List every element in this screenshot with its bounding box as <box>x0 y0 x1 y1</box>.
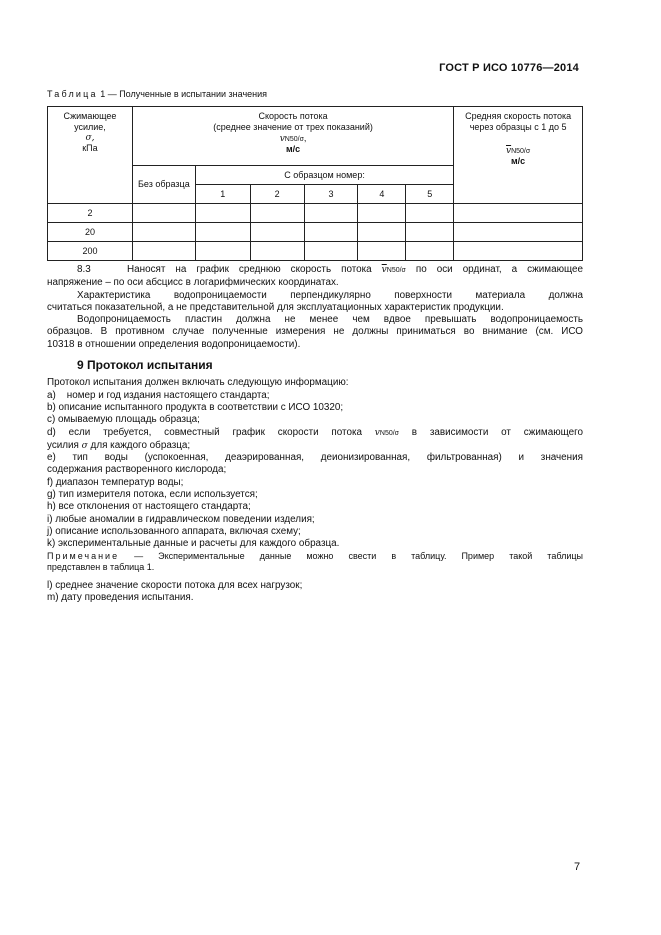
table-caption-label: Таблица <box>47 89 98 99</box>
header-speed-line1: Скорость потока <box>258 111 328 121</box>
paragraph-plates: Водопроницаемость пластин должна не менее чем вдвое превышать водопроницаемость <box>77 314 583 326</box>
table-cell <box>454 242 583 261</box>
table-cell <box>358 223 406 242</box>
header-force-symbol: σ, <box>85 132 95 143</box>
header-average-line2: через образцы с 1 до 5 <box>469 121 567 132</box>
header-average-line1: Средняя скорость потока <box>465 111 572 121</box>
table-row <box>48 204 583 223</box>
list-item-m: m) дату проведения испытания. <box>47 591 194 603</box>
table-cell <box>304 204 358 223</box>
table-cell <box>304 223 358 242</box>
paragraph-plates-cont: образцов. В противном случае полученные измерения не должны приниматься во внимание (см. ИСО <box>47 326 583 338</box>
table-cell <box>358 204 406 223</box>
table-cell <box>304 242 358 261</box>
table-row <box>48 223 583 242</box>
header-force-line2: усилие, <box>74 121 106 132</box>
header-speed-symbol: vN50/σ, <box>279 132 307 144</box>
paragraph-plates-end: 10318 в отношении определения водопроницаемости). <box>47 338 301 350</box>
header-sample-2: 2 <box>250 185 304 204</box>
table-cell <box>195 204 250 223</box>
list-item-f: f) диапазон температур воды; <box>47 476 184 488</box>
list-item-k: k) экспериментальные данные и расчеты для каждого образца. <box>47 538 340 550</box>
header-with-sample: С образцом номер: <box>195 166 453 185</box>
list-item-g: g) тип измерителя потока, если используется; <box>47 489 258 501</box>
table-cell <box>406 204 454 223</box>
header-average <box>454 107 583 204</box>
document-code: ГОСТ Р ИСО 10776—2014 <box>439 62 579 74</box>
list-item-l: l) среднее значение скорости потока для всех нагрузок; <box>47 579 303 591</box>
header-sample-4: 4 <box>358 185 406 204</box>
table-cell <box>406 242 454 261</box>
header-speed-unit: м/с <box>285 144 301 155</box>
list-item-c: c) омываемую площадь образца; <box>47 414 200 426</box>
table-caption <box>47 89 267 99</box>
document-body <box>47 264 583 604</box>
table-cell <box>358 242 406 261</box>
header-average-symbol: $\overline{v}N50/\sigma$ <box>506 145 531 156</box>
list-item-e-cont: содержания растворенного кислорода; <box>47 464 227 476</box>
list-item-e: e) тип воды (успокоенная, деаэрированная, деионизированная, фильтрованная) и значения <box>47 452 583 464</box>
list-item-d-cont: усилия σ для каждого образца; <box>47 439 191 451</box>
table-cell <box>195 242 250 261</box>
table-cell <box>250 242 304 261</box>
list-item-h: h) все отклонения от настоящего стандарта; <box>47 501 251 513</box>
paragraph-8-3: 8.3 Наносят на график среднюю скорость потока $\overline{v}N50/\sigma$ по оси ординат, а сжимающее <box>77 264 583 275</box>
list-item-d: d) если требуется, совместный график скорости потока vN50/σ в зависимости от сжимающего <box>47 426 583 438</box>
page-number: 7 <box>574 861 581 873</box>
row-force-value: 200 <box>48 242 133 261</box>
table-cell <box>132 204 195 223</box>
table-cell <box>132 223 195 242</box>
table-cell <box>250 223 304 242</box>
paragraph-8-3-cont: напряжение – по оси абсцисс в логарифмических координатах. <box>47 277 339 289</box>
note-cont: представлен в таблица 1. <box>47 562 155 573</box>
list-item-b: b) описание испытанного продукта в соответствии с ИСО 10320; <box>47 401 344 413</box>
header-force <box>48 107 133 204</box>
header-speed-line2: (среднее значение от трех показаний) <box>213 121 373 132</box>
header-force-line1: Сжимающее <box>63 111 117 121</box>
table-cell <box>132 242 195 261</box>
header-speed <box>132 107 453 166</box>
header-sample-3: 3 <box>304 185 358 204</box>
table-cell <box>250 204 304 223</box>
results-table <box>47 106 583 261</box>
header-force-unit: кПа <box>82 143 98 154</box>
note: Примечание — Экспериментальные данные можно свести в таблицу. Пример такой таблицы <box>47 550 583 561</box>
header-sample-1: 1 <box>195 185 250 204</box>
table-cell <box>406 223 454 242</box>
paragraph-characteristic-cont: считаться показательной, а не представительной для эксплуатационных характеристик продукции. <box>47 301 504 313</box>
section-title: 9 Протокол испытания <box>77 358 213 373</box>
list-intro: Протокол испытания должен включать следующую информацию: <box>47 377 349 389</box>
table-caption-text: 1 — Полученные в испытании значения <box>97 89 268 99</box>
header-average-unit: м/с <box>511 156 526 167</box>
header-without-sample: Без образца <box>132 166 195 204</box>
list-item-i: i) любые аномалии в гидравлическом поведении изделия; <box>47 513 315 525</box>
list-item-j: j) описание использованного аппарата, включая схему; <box>47 525 301 537</box>
table-row <box>48 242 583 261</box>
list-item-a: а) номер и год издания настоящего стандарта; <box>47 389 270 401</box>
header-sample-5: 5 <box>406 185 454 204</box>
table-cell <box>454 204 583 223</box>
row-force-value: 2 <box>48 204 133 223</box>
row-force-value: 20 <box>48 223 133 242</box>
paragraph-characteristic: Характеристика водопроницаемости перпендикулярно поверхности материала должна <box>77 289 583 301</box>
table-cell <box>454 223 583 242</box>
table-cell <box>195 223 250 242</box>
